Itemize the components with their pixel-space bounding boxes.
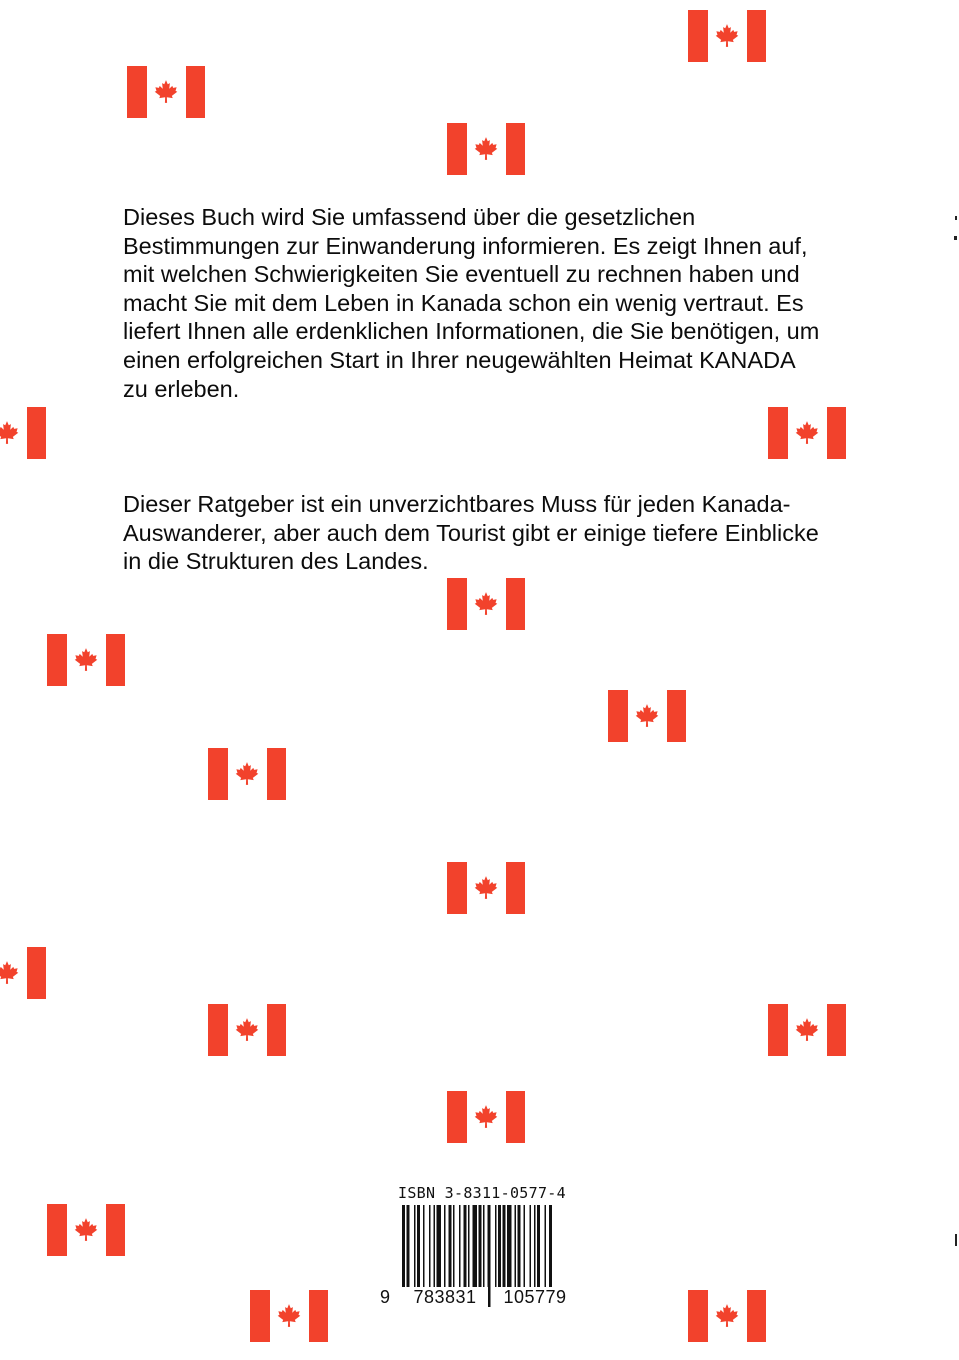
maple-leaf-icon — [153, 79, 179, 105]
maple-leaf-icon — [794, 1017, 820, 1043]
maple-leaf-icon — [73, 647, 99, 673]
maple-leaf-icon — [234, 761, 260, 787]
canada-flag — [447, 862, 525, 914]
edge-mark — [954, 236, 957, 240]
maple-leaf-icon — [634, 703, 660, 729]
maple-leaf-icon — [0, 420, 20, 446]
edge-mark — [955, 216, 957, 220]
canada-flag — [768, 1004, 846, 1056]
barcode-digit-first: 9 — [380, 1287, 391, 1307]
canada-flag — [447, 123, 525, 175]
maple-leaf-icon — [714, 1303, 740, 1329]
canada-flag — [208, 748, 286, 800]
barcode-digits — [380, 1287, 590, 1313]
canada-flag — [0, 947, 46, 999]
canada-flag — [0, 407, 46, 459]
maple-leaf-icon — [473, 591, 499, 617]
canada-flag — [688, 10, 766, 62]
canada-flag — [47, 1204, 125, 1256]
description-paragraph-2: Dieser Ratgeber ist ein unverzichtbares Muss für jeden Kanada-Auswanderer, aber auch dem Tourist gibt er einige tiefere Einblicke in die Strukturen des Landes. — [123, 491, 819, 575]
maple-leaf-icon — [473, 875, 499, 901]
maple-leaf-icon — [473, 136, 499, 162]
canada-flag — [768, 407, 846, 459]
canada-flag — [608, 690, 686, 742]
barcode-digit-group-2: 105779 — [492, 1287, 578, 1308]
isbn-label: ISBN 3-8311-0577-4 — [398, 1184, 566, 1202]
canada-flag — [250, 1290, 328, 1342]
maple-leaf-icon — [0, 960, 20, 986]
maple-leaf-icon — [276, 1303, 302, 1329]
canada-flag — [127, 66, 205, 118]
canada-flag — [447, 578, 525, 630]
canada-flag — [447, 1091, 525, 1143]
maple-leaf-icon — [73, 1217, 99, 1243]
maple-leaf-icon — [234, 1017, 260, 1043]
canada-flag — [688, 1290, 766, 1342]
maple-leaf-icon — [473, 1104, 499, 1130]
barcode-digit-group-1: 783831 — [402, 1287, 488, 1308]
canada-flag — [47, 634, 125, 686]
description-paragraph-1: Dieses Buch wird Sie umfassend über die gesetzlichen Bestimmungen zur Einwanderung informieren. Es zeigt Ihnen auf, mit welchen Schwierigkeiten Sie eventuell zu rechnen haben und macht Sie mit dem Leben in Kanada schon ein wenig vertraut. Es liefert Ihnen alle erdenklichen Informationen, die Sie benötigen, um einen erfolgreichen Start in Ihrer neugewählten Heimat KANADA zu erleben. — [123, 204, 820, 402]
maple-leaf-icon — [714, 23, 740, 49]
canada-flag — [208, 1004, 286, 1056]
edge-mark — [955, 1234, 957, 1246]
maple-leaf-icon — [794, 420, 820, 446]
